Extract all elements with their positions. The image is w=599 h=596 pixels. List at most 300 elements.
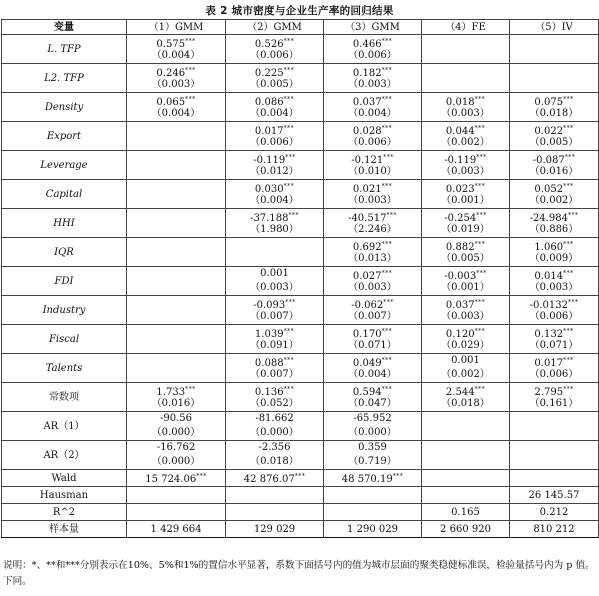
standard-error: （0.006） xyxy=(529,369,579,380)
significance-stars: *** xyxy=(563,96,574,103)
coefficient-number: 0.359 xyxy=(358,442,387,453)
coefficient-cell xyxy=(510,180,599,209)
coefficient-value xyxy=(226,151,323,165)
coefficient-cell xyxy=(324,325,422,354)
coefficient-cell xyxy=(510,122,599,151)
standard-error: （0.003） xyxy=(529,282,579,293)
coefficient-cell xyxy=(422,325,510,354)
header-col-3: （3）GMM xyxy=(324,20,422,35)
coefficient-cell xyxy=(324,64,422,93)
coefficient-number: 0.065 xyxy=(156,97,186,108)
coefficient-cell xyxy=(127,441,226,470)
coefficient-cell xyxy=(422,151,510,180)
coefficient-number: 0.001 xyxy=(260,268,289,279)
coefficient-number: -65.952 xyxy=(353,413,392,424)
coefficient-cell xyxy=(226,354,324,383)
coefficient-value xyxy=(510,354,598,368)
statistic-label: Hausman xyxy=(2,487,127,504)
table-row xyxy=(2,354,599,383)
significance-stars: *** xyxy=(476,154,487,161)
statistic-cell xyxy=(226,504,324,521)
statistic-cell xyxy=(127,487,226,504)
significance-stars: *** xyxy=(474,299,486,306)
significance-stars: *** xyxy=(383,154,394,161)
coefficient-cell xyxy=(127,325,226,354)
regression-table xyxy=(1,19,599,538)
coefficient-value xyxy=(324,209,421,223)
standard-error: （0.004） xyxy=(151,50,201,61)
coefficient-cell xyxy=(226,180,324,209)
coefficient-cell xyxy=(127,354,226,383)
coefficient-cell xyxy=(324,296,422,325)
coefficient-number: 0.044 xyxy=(445,126,475,137)
significance-stars: *** xyxy=(185,38,196,45)
standard-error: （0.003） xyxy=(250,282,299,293)
standard-error: （0.002） xyxy=(441,369,490,380)
significance-stars: *** xyxy=(285,154,296,161)
standard-error: （0.006） xyxy=(250,50,299,61)
coefficient-number: 0.001 xyxy=(451,355,480,366)
statistic-label: Wald xyxy=(2,470,127,487)
statistic-row xyxy=(2,521,599,538)
coefficient-value xyxy=(422,180,509,194)
coefficient-number: 0.030 xyxy=(254,184,284,195)
coefficient-cell xyxy=(510,412,599,441)
header-col-2: （2）GMM xyxy=(226,20,324,35)
coefficient-number: 0.086 xyxy=(254,97,284,108)
standard-error: （0.003） xyxy=(441,311,490,322)
significance-stars: *** xyxy=(474,183,486,190)
coefficient-number: 0.120 xyxy=(445,329,475,340)
statistic-value: 810 212 xyxy=(533,523,575,535)
coefficient-cell xyxy=(422,354,510,383)
standard-error: （0.091） xyxy=(250,340,299,351)
significance-stars: *** xyxy=(392,473,404,480)
variable-label: Density xyxy=(2,93,127,122)
coefficient-number: 0.023 xyxy=(445,184,475,195)
coefficient-cell xyxy=(422,122,510,151)
coefficient-number: -2.356 xyxy=(258,442,291,453)
coefficient-value xyxy=(324,64,421,78)
standard-error: （0.013） xyxy=(348,253,397,264)
coefficient-value xyxy=(324,122,421,136)
coefficient-number: 0.022 xyxy=(534,126,564,137)
standard-error: （2.246） xyxy=(348,224,397,235)
coefficient-number: 0.014 xyxy=(534,271,564,282)
coefficient-cell xyxy=(226,296,324,325)
coefficient-cell xyxy=(226,412,324,441)
coefficient-value xyxy=(510,122,598,136)
standard-error: （0.052） xyxy=(250,398,299,409)
standard-error: （0.006） xyxy=(250,137,299,148)
standard-error: （0.719） xyxy=(348,456,397,467)
significance-stars: *** xyxy=(563,328,574,335)
coefficient-number: 0.594 xyxy=(352,387,382,398)
coefficient-cell xyxy=(324,354,422,383)
statistic-cell xyxy=(324,470,422,487)
standard-error: （0.001） xyxy=(441,195,490,206)
significance-stars: *** xyxy=(563,357,574,364)
coefficient-cell xyxy=(127,412,226,441)
coefficient-cell xyxy=(510,209,599,238)
coefficient-value xyxy=(127,412,225,426)
coefficient-number: 0.526 xyxy=(254,39,284,50)
coefficient-value xyxy=(510,267,598,281)
coefficient-value xyxy=(324,354,421,368)
standard-error: （0.004） xyxy=(151,108,201,119)
significance-stars: *** xyxy=(283,96,295,103)
coefficient-number: -37.188 xyxy=(250,213,289,224)
significance-stars: *** xyxy=(285,299,296,306)
significance-stars: *** xyxy=(283,38,295,45)
coefficient-value xyxy=(226,209,323,223)
table-row xyxy=(2,412,599,441)
coefficient-number: 0.027 xyxy=(352,271,382,282)
coefficient-number: -40.517 xyxy=(348,213,387,224)
coefficient-cell xyxy=(324,441,422,470)
standard-error: （0.018） xyxy=(441,398,490,409)
coefficient-cell xyxy=(324,412,422,441)
statistic-cell xyxy=(127,504,226,521)
table-row xyxy=(2,238,599,267)
coefficient-cell xyxy=(226,383,324,412)
significance-stars: *** xyxy=(386,212,397,219)
variable-label: AR（2） xyxy=(2,441,127,470)
significance-stars: *** xyxy=(474,125,486,132)
coefficient-value xyxy=(324,412,421,426)
coefficient-cell xyxy=(324,267,422,296)
statistic-value: 0.165 xyxy=(451,506,480,518)
coefficient-cell xyxy=(510,354,599,383)
significance-stars: *** xyxy=(474,386,486,393)
statistic-cell xyxy=(422,470,510,487)
significance-stars: *** xyxy=(476,270,487,277)
coefficient-cell xyxy=(127,267,226,296)
statistic-value: 1 290 029 xyxy=(347,523,398,535)
standard-error: （0.004） xyxy=(250,108,299,119)
coefficient-cell xyxy=(127,180,226,209)
coefficient-number: -0.119 xyxy=(444,155,477,166)
statistic-value: 48 570.19 xyxy=(341,474,393,485)
coefficient-cell xyxy=(226,325,324,354)
coefficient-value xyxy=(324,35,421,49)
significance-stars: *** xyxy=(563,183,574,190)
coefficient-cell xyxy=(510,238,599,267)
standard-error: （0.007） xyxy=(250,369,299,380)
coefficient-number: 0.052 xyxy=(534,184,564,195)
significance-stars: *** xyxy=(283,357,295,364)
coefficient-number: 0.882 xyxy=(445,242,475,253)
coefficient-cell xyxy=(422,296,510,325)
variable-label: Industry xyxy=(2,296,127,325)
table-row xyxy=(2,35,599,64)
header-row xyxy=(2,20,599,35)
coefficient-value xyxy=(226,296,323,310)
statistic-value: 1 429 664 xyxy=(150,523,202,535)
coefficient-cell xyxy=(324,35,422,64)
coefficient-number: -0.087 xyxy=(532,155,565,166)
standard-error: （0.006） xyxy=(348,50,397,61)
significance-stars: *** xyxy=(381,328,393,335)
significance-stars: *** xyxy=(381,386,393,393)
standard-error: （0.047） xyxy=(348,398,397,409)
standard-error: （0.007） xyxy=(250,311,299,322)
coefficient-value xyxy=(226,383,323,397)
coefficient-number: 0.246 xyxy=(156,68,186,79)
coefficient-value xyxy=(510,296,598,310)
coefficient-number: -81.662 xyxy=(255,413,294,424)
coefficient-number: 0.575 xyxy=(156,39,186,50)
standard-error: （0.004） xyxy=(348,108,397,119)
coefficient-value xyxy=(510,93,598,107)
standard-error: （0.005） xyxy=(529,137,579,148)
coefficient-cell xyxy=(127,151,226,180)
coefficient-number: -0.003 xyxy=(444,271,477,282)
significance-stars: *** xyxy=(567,299,579,306)
coefficient-number: 0.088 xyxy=(254,358,284,369)
significance-stars: *** xyxy=(563,125,574,132)
statistic-value: 42 876.07 xyxy=(243,474,295,485)
statistic-label: R^2 xyxy=(2,504,127,521)
coefficient-cell xyxy=(127,209,226,238)
coefficient-value xyxy=(127,35,225,49)
table-row xyxy=(2,151,599,180)
standard-error: （0.006） xyxy=(348,137,397,148)
coefficient-cell xyxy=(510,64,599,93)
coefficient-value xyxy=(422,93,509,107)
coefficient-number: -16.762 xyxy=(156,442,196,453)
standard-error: （0.007） xyxy=(348,311,397,322)
standard-error: （0.003） xyxy=(348,282,397,293)
header-col-5: （5）IV xyxy=(510,20,599,35)
coefficient-number: 0.225 xyxy=(254,68,284,79)
table-note: 说明：*、**和***分别表示在10%、5%和1%的置信水平显著，系数下面括号内的值为城市层面的聚类稳健标准误，检验量括号内为 p 值。下同。 xyxy=(3,560,595,587)
coefficient-number: 0.021 xyxy=(352,184,382,195)
statistic-value: 129 029 xyxy=(253,523,296,535)
coefficient-value xyxy=(226,354,323,368)
standard-error: （0.001） xyxy=(441,282,490,293)
statistic-cell xyxy=(510,521,599,538)
coefficient-number: 0.037 xyxy=(352,97,382,108)
statistic-cell xyxy=(422,487,510,504)
coefficient-value xyxy=(324,325,421,339)
statistic-cell xyxy=(324,504,422,521)
coefficient-value xyxy=(422,325,509,339)
coefficient-value xyxy=(226,267,323,281)
standard-error: （0.005） xyxy=(441,253,490,264)
variable-label: Fiscal xyxy=(2,325,127,354)
significance-stars: *** xyxy=(381,270,393,277)
coefficient-cell xyxy=(324,180,422,209)
significance-stars: *** xyxy=(564,154,576,161)
significance-stars: *** xyxy=(196,473,207,480)
coefficient-number: 2.544 xyxy=(445,387,475,398)
statistic-row xyxy=(2,487,599,504)
statistic-cell xyxy=(226,521,324,538)
significance-stars: *** xyxy=(563,241,574,248)
standard-error: （0.002） xyxy=(441,137,490,148)
standard-error: （0.016） xyxy=(151,398,201,409)
coefficient-number: 1.733 xyxy=(156,387,186,398)
statistic-cell xyxy=(422,504,510,521)
coefficient-number: 0.170 xyxy=(352,329,382,340)
coefficient-cell xyxy=(422,180,510,209)
significance-stars: *** xyxy=(381,96,393,103)
coefficient-cell xyxy=(324,238,422,267)
statistic-cell xyxy=(324,521,422,538)
table-row xyxy=(2,180,599,209)
variable-label: L. TFP xyxy=(2,35,127,64)
variable-label: Export xyxy=(2,122,127,151)
standard-error: （0.000） xyxy=(250,427,299,438)
table-row xyxy=(2,64,599,93)
statistic-value: 26 145.57 xyxy=(528,489,580,501)
significance-stars: *** xyxy=(283,125,295,132)
standard-error: （0.005） xyxy=(250,79,299,90)
coefficient-value xyxy=(324,267,421,281)
standard-error: （0.003） xyxy=(441,166,490,177)
coefficient-cell xyxy=(226,441,324,470)
coefficient-value xyxy=(510,238,598,252)
coefficient-cell xyxy=(324,383,422,412)
coefficient-number: 0.182 xyxy=(352,68,382,79)
coefficient-value xyxy=(324,441,421,455)
coefficient-number: 0.017 xyxy=(534,358,564,369)
coefficient-value xyxy=(226,441,323,455)
significance-stars: *** xyxy=(381,241,393,248)
standard-error: （0.071） xyxy=(348,340,397,351)
coefficient-number: 0.466 xyxy=(352,39,382,50)
statistic-cell xyxy=(127,521,226,538)
standard-error: （0.000） xyxy=(348,427,397,438)
statistic-cell xyxy=(226,470,324,487)
coefficient-number: 0.692 xyxy=(352,242,382,253)
standard-error: （0.012） xyxy=(250,166,299,177)
statistic-cell xyxy=(127,470,226,487)
coefficient-value xyxy=(422,238,509,252)
standard-error: （0.029） xyxy=(441,340,490,351)
table-row xyxy=(2,267,599,296)
coefficient-cell xyxy=(510,93,599,122)
coefficient-number: 0.075 xyxy=(534,97,564,108)
significance-stars: *** xyxy=(294,473,306,480)
coefficient-value xyxy=(324,238,421,252)
variable-label: IQR xyxy=(2,238,127,267)
standard-error: （0.018） xyxy=(250,456,299,467)
coefficient-cell xyxy=(127,296,226,325)
coefficient-cell xyxy=(226,209,324,238)
statistic-cell xyxy=(510,470,599,487)
significance-stars: *** xyxy=(381,38,393,45)
significance-stars: *** xyxy=(185,386,196,393)
coefficient-value xyxy=(324,180,421,194)
standard-error: （0.003） xyxy=(151,79,201,90)
coefficient-number: 1.039 xyxy=(254,329,284,340)
standard-error: （0.018） xyxy=(529,108,579,119)
standard-error: （0.002） xyxy=(529,195,579,206)
coefficient-value xyxy=(127,441,225,455)
statistic-row xyxy=(2,504,599,521)
coefficient-cell xyxy=(422,383,510,412)
coefficient-value xyxy=(422,296,509,310)
standard-error: （0.006） xyxy=(529,311,579,322)
significance-stars: *** xyxy=(474,96,486,103)
coefficient-cell xyxy=(226,35,324,64)
statistic-value: 0.212 xyxy=(539,506,569,518)
significance-stars: *** xyxy=(381,67,393,74)
coefficient-cell xyxy=(324,209,422,238)
coefficient-cell xyxy=(510,267,599,296)
coefficient-cell xyxy=(422,209,510,238)
coefficient-value xyxy=(226,325,323,339)
coefficient-number: -0.062 xyxy=(351,300,384,311)
coefficient-value xyxy=(422,122,509,136)
coefficient-cell xyxy=(226,122,324,151)
table-row xyxy=(2,209,599,238)
header-col-1: （1）GMM xyxy=(127,20,226,35)
coefficient-number: 2.795 xyxy=(534,387,564,398)
statistic-cell xyxy=(422,521,510,538)
standard-error: （0.003） xyxy=(348,195,397,206)
coefficient-cell xyxy=(324,93,422,122)
coefficient-cell xyxy=(226,151,324,180)
coefficient-value xyxy=(324,383,421,397)
coefficient-cell xyxy=(422,93,510,122)
coefficient-cell xyxy=(127,383,226,412)
coefficient-number: 0.136 xyxy=(254,387,284,398)
variable-label: AR（1） xyxy=(2,412,127,441)
coefficient-number: 1.060 xyxy=(534,242,564,253)
significance-stars: *** xyxy=(474,241,486,248)
significance-stars: *** xyxy=(381,357,393,364)
coefficient-value xyxy=(324,151,421,165)
coefficient-number: -0.0132 xyxy=(529,300,568,311)
coefficient-value xyxy=(422,209,509,223)
standard-error: （0.016） xyxy=(529,166,579,177)
statistic-cell xyxy=(226,487,324,504)
variable-label: Talents xyxy=(2,354,127,383)
standard-error: （0.003） xyxy=(348,79,397,90)
standard-error: （0.019） xyxy=(441,224,490,235)
coefficient-cell xyxy=(422,441,510,470)
coefficient-value xyxy=(510,383,598,397)
statistic-row xyxy=(2,470,599,487)
coefficient-cell xyxy=(510,383,599,412)
coefficient-cell xyxy=(127,93,226,122)
coefficient-value xyxy=(226,180,323,194)
table-row xyxy=(2,122,599,151)
standard-error: （0.004） xyxy=(348,369,397,380)
header-variable: 变量 xyxy=(2,20,127,35)
significance-stars: *** xyxy=(288,212,299,219)
significance-stars: *** xyxy=(476,212,487,219)
significance-stars: *** xyxy=(185,96,196,103)
coefficient-value xyxy=(510,325,598,339)
significance-stars: *** xyxy=(563,386,574,393)
standard-error: （0.009） xyxy=(529,253,579,264)
significance-stars: *** xyxy=(567,212,579,219)
coefficient-cell xyxy=(510,325,599,354)
standard-error: （0.000） xyxy=(151,456,201,467)
statistic-label: 样本量 xyxy=(2,521,127,538)
coefficient-number: -90.56 xyxy=(159,413,192,424)
standard-error: （0.003） xyxy=(441,108,490,119)
coefficient-cell xyxy=(422,412,510,441)
coefficient-cell xyxy=(127,238,226,267)
coefficient-value xyxy=(422,383,509,397)
coefficient-number: 0.037 xyxy=(445,300,475,311)
table-title: 表 2 城市密度与企业生产率的回归结果 xyxy=(205,5,394,17)
